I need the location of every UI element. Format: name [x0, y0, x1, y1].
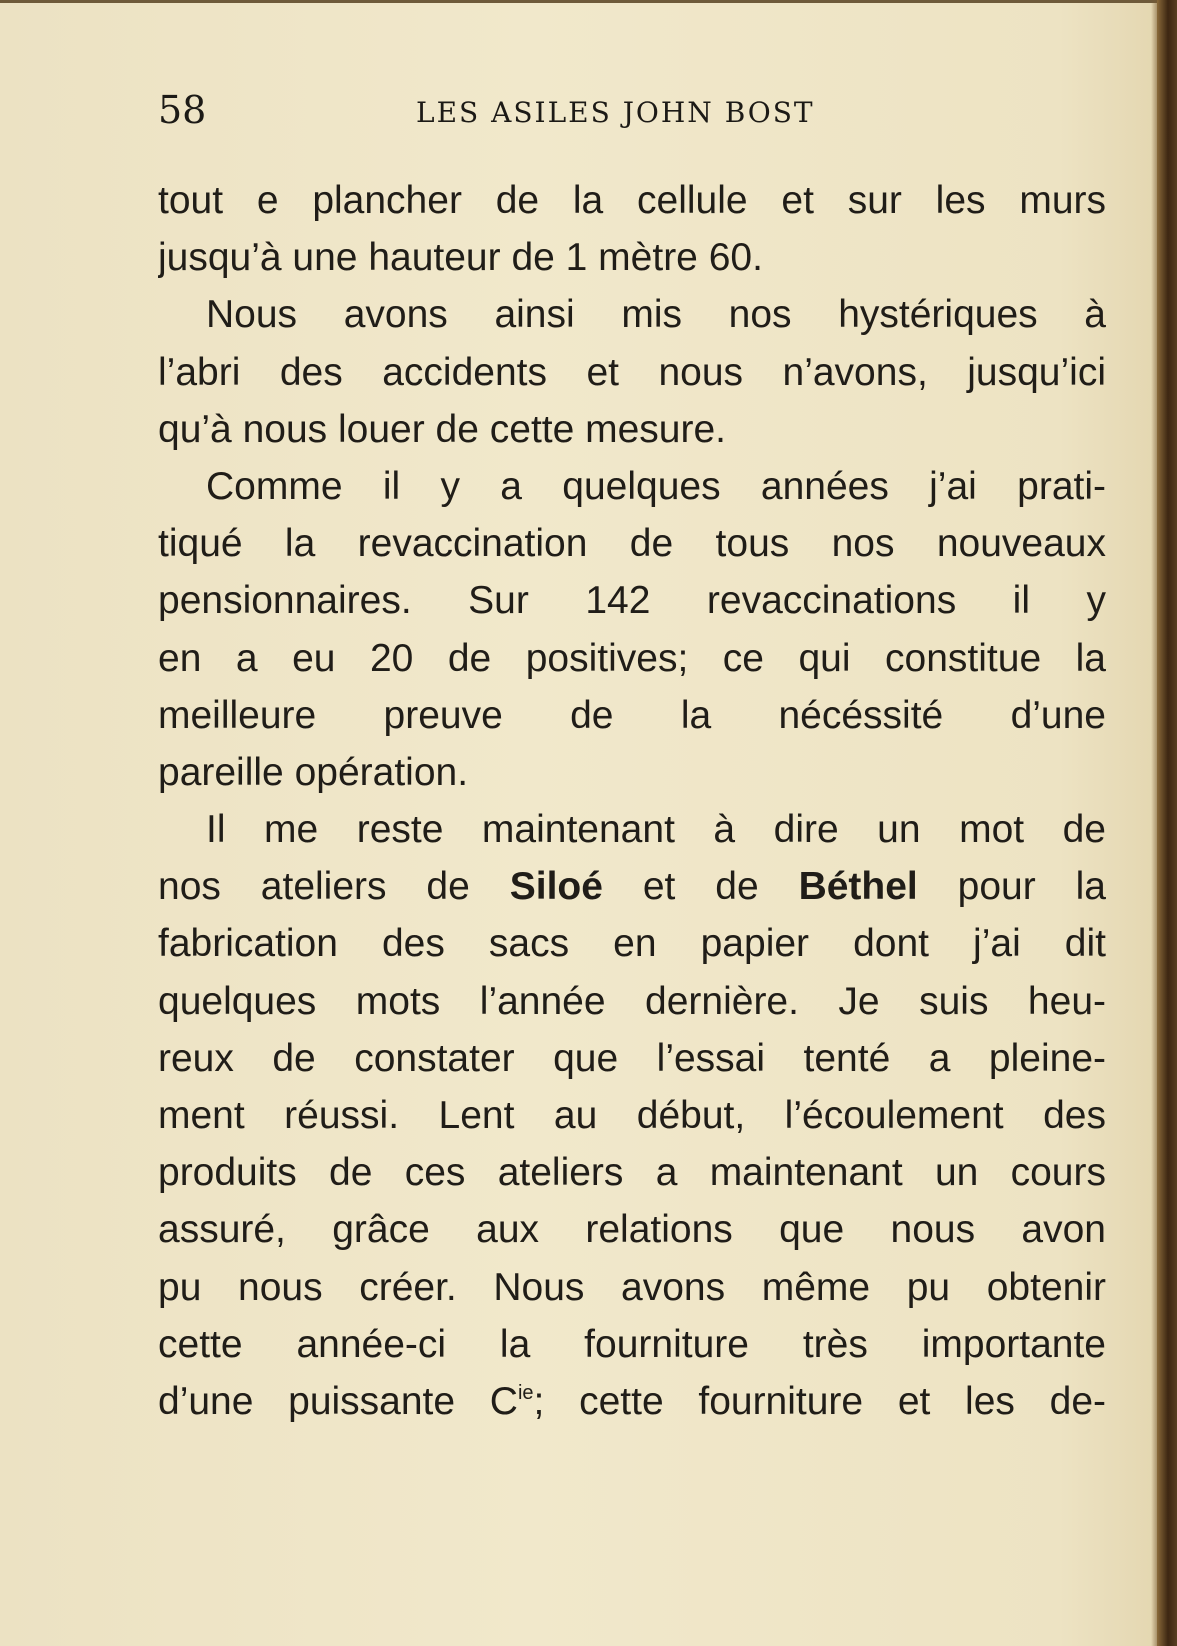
text-line: fabrication des sacs en papier dont j’ai dit [158, 922, 1106, 966]
superscript-abbreviation: ie [517, 1381, 534, 1404]
text-line: en a eu 20 de positives; ce qui constitue la [158, 636, 1106, 680]
text-line: ment réussi. Lent au début, l’écoulement des [158, 1094, 1106, 1137]
text-line: quelques mots l’année dernière. Je suis heu- [158, 979, 1106, 1023]
text-line: l’abri des accidents et nous n’avons, jusqu’ici [158, 350, 1106, 394]
book-spine [1157, 0, 1177, 1646]
text-line: Comme il y a quelques années j’ai prati- [206, 464, 1106, 508]
bold-place-name: Siloé [509, 865, 603, 909]
text-line: Il me reste maintenant à dire un mot de [206, 808, 1106, 852]
page-header [158, 88, 1058, 138]
text-fragment: et de [602, 865, 799, 909]
text-line: produits de ces ateliers a maintenant un cours [158, 1151, 1106, 1195]
text-fragment: nos ateliers de [158, 865, 510, 909]
body-text [158, 172, 1106, 1430]
text-line: tiqué la revaccination de tous nos nouveaux [158, 522, 1106, 566]
text-line: assuré, grâce aux relations que nous avon [158, 1208, 1106, 1252]
text-line: reux de constater que l’essai tenté a pleine- [158, 1036, 1106, 1080]
text-line: pensionnaires. Sur 142 revaccinations il y [158, 579, 1106, 623]
text-line: qu’à nous louer de cette mesure. [158, 407, 727, 451]
text-fragment: pour la [917, 865, 1106, 909]
page-top-edge [0, 0, 1177, 3]
text-fragment: ; cette fourniture et les de- [533, 1379, 1106, 1423]
text-line: tout e plancher de la cellule et sur les murs [158, 179, 1106, 222]
text-line: pu nous créer. Nous avons même pu obtenir [158, 1265, 1106, 1309]
page-number: 58 [158, 88, 207, 132]
text-fragment: d’une puissante C [158, 1379, 518, 1423]
text-line: pareille opération. [158, 750, 469, 794]
text-line-with-bold [158, 858, 1106, 915]
text-line: meilleure preuve de la nécéssité d’une [158, 693, 1106, 737]
text-line-with-superscript [158, 1373, 1106, 1430]
text-line: jusqu’à une hauteur de 1 mètre 60. [158, 236, 763, 280]
bold-place-name: Béthel [798, 865, 918, 909]
text-line: Nous avons ainsi mis nos hystériques à [206, 293, 1106, 337]
text-line: cette année-ci la fourniture très importante [158, 1322, 1106, 1366]
running-title: LES ASILES JOHN BOST [416, 96, 815, 129]
